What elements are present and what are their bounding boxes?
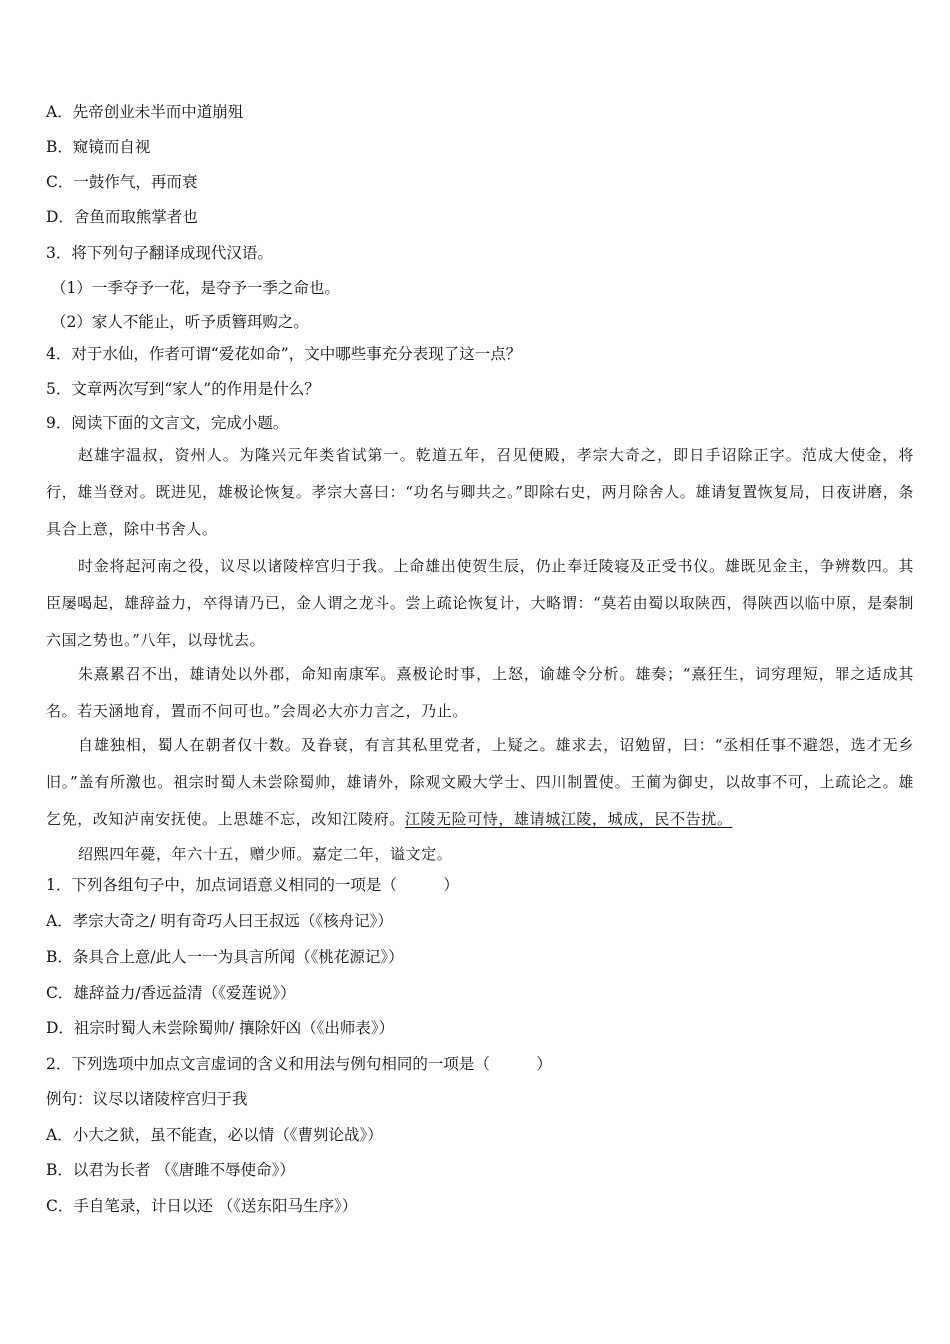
passage-p3-text: 朱熹累召不出，雄请处以外郡，命知南康军。熹极论时事，上怒，谕雄令分析。雄奏；“熹狂生，词穷理短，罪之适成其名。若天涵地育，置而不问可也。”会周必大亦力言之，乃止。 — [46, 665, 914, 720]
passage-paragraph-5 — [46, 836, 914, 873]
option-a: A．先帝创业未半而中道崩殂 — [46, 103, 244, 121]
question-3-title: 3．将下列句子翻译成现代汉语。 — [46, 244, 273, 262]
passage-paragraph-3 — [46, 656, 914, 730]
question-2-title: 2．下列选项中加点文言虚词的含义和用法与例句相同的一项是（ ） — [46, 1055, 552, 1073]
passage-paragraph-1 — [46, 437, 914, 548]
passage-p4-underlined: 江陵无险可恃，雄请城江陵，城成，民不告扰。 — [404, 810, 733, 828]
question-1-option-c: C．雄辞益力/香远益清（《爱莲说》） — [46, 984, 296, 1002]
passage-paragraph-4 — [46, 727, 914, 838]
passage-p4-text: 自雄独相，蜀人在朝者仅十数。及眷衰，有言其私里党者，上疑之。雄求去，诏勉留，曰：“丞相任事不避怨，选才无乡旧。”盖有所激也。祖宗时蜀人未尝除蜀帅，雄请外，除观文殿大学士、四川制置使。王蔺为御史，以故事不可，上疏论之。雄乞免，改知泸南安抚使。上思雄不忘，改知江陵府。 — [46, 736, 914, 828]
question-2-option-a: A．小大之狱，虽不能查，必以情（《曹刿论战》） — [46, 1126, 383, 1144]
passage-paragraph-2 — [46, 548, 914, 659]
question-1-option-a: A．孝宗大奇之/ 明有奇巧人曰王叔远（《核舟记》） — [46, 912, 393, 930]
passage-p1-text: 赵雄字温叔，资州人。为隆兴元年类省试第一。乾道五年，召见便殿，孝宗大奇之，即日手诏除正字。范成大使金，将行，雄当登对。既进见，雄极论恢复。孝宗大喜曰：“功名与卿共之。”即除右史，两月除舍人。雄请复置恢复局，日夜讲磨，条具合上意，除中书舍人。 — [46, 446, 914, 538]
question-9-title: 9．阅读下面的文言文，完成小题。 — [46, 414, 289, 432]
question-5: 5．文章两次写到“家人”的作用是什么？ — [46, 380, 320, 398]
passage-p2-text: 时金将起河南之役，议尽以诸陵梓宫归于我。上命雄出使贺生辰，仍止奉迁陵寝及正受书仪。雄既见金主，争辨数四。其臣屡喝起，雄辞益力，卒得请乃已，金人谓之龙斗。尝上疏论恢复计，大略谓：“莫若由蜀以取陕西，得陕西以临中原，是秦制六国之势也。”八年，以母忧去。 — [46, 557, 914, 649]
option-c: C．一鼓作气，再而衰 — [46, 173, 198, 191]
passage-p5-text: 绍熙四年薨，年六十五，赠少师。嘉定二年，谥文定。 — [78, 845, 453, 863]
question-2-option-b: B．以君为长者 （《唐雎不辱使命》） — [46, 1161, 295, 1179]
question-2-example: 例句：议尽以诸陵梓宫归于我 — [46, 1090, 248, 1108]
question-1-option-b: B．条具合上意/此人一一为具言所闻（《桃花源记》） — [46, 948, 404, 966]
question-1-option-d: D．祖宗时蜀人未尝除蜀帅/ 攘除奸凶（《出师表》） — [46, 1019, 395, 1037]
question-1-title: 1．下列各组句子中，加点词语意义相同的一项是（ ） — [46, 876, 459, 894]
question-4: 4．对于水仙，作者可谓“爱花如命”，文中哪些事充分表现了这一点？ — [46, 345, 522, 363]
question-3-item-1: （1）一季夺予一花，是夺予一季之命也。 — [51, 279, 340, 297]
question-3-item-2: （2）家人不能止，听予质簪珥购之。 — [51, 313, 309, 331]
option-b: B．窥镜而自视 — [46, 138, 151, 156]
question-2-option-c: C．手自笔录，计日以还 （《送东阳马生序》） — [46, 1197, 358, 1215]
option-d: D．舍鱼而取熊掌者也 — [46, 208, 198, 226]
